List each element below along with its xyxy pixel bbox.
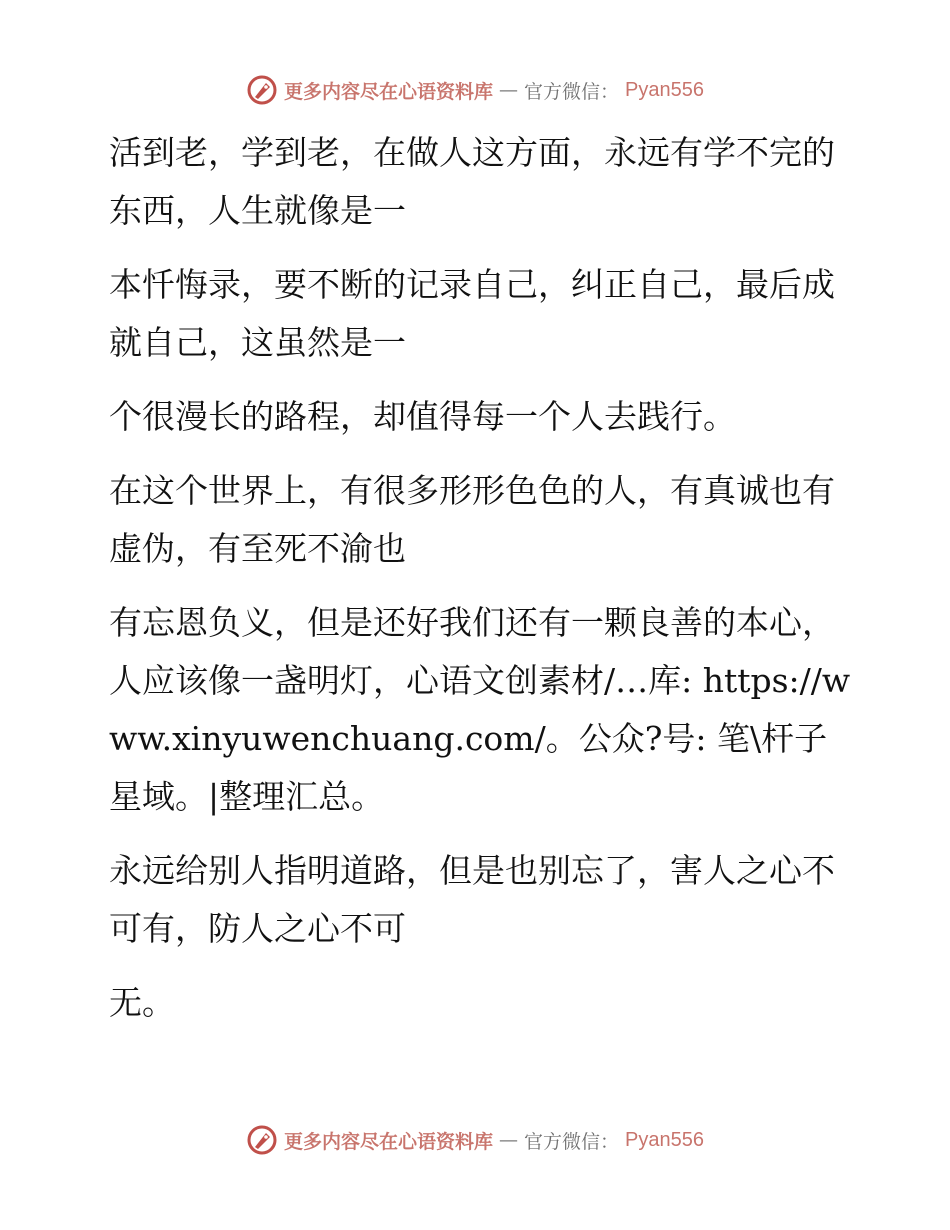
watermark-brand-text: 更多内容尽在心语资料库 [284, 1130, 494, 1153]
watermark-banner [246, 1124, 704, 1156]
watermark-wechat-id: Pyan556 [625, 1128, 704, 1151]
footer-watermark [0, 1120, 950, 1160]
header-watermark [0, 70, 950, 110]
paragraph-2: 本忏悔录，要不断的记录自己，纠正自己，最后成就自己，这虽然是一 [109, 265, 835, 362]
watermark-dash: — [499, 79, 519, 101]
watermark-wechat-id: Pyan556 [625, 78, 704, 101]
watermark-dash: — [499, 1129, 519, 1151]
pen-nib-icon [246, 74, 278, 106]
watermark-label: 官方微信： [524, 80, 620, 103]
document-body [97, 124, 857, 1048]
paragraph-1: 活到老，学到老，在做人这方面，永远有学不完的东西，人生就像是一 [109, 133, 835, 230]
paragraph-3: 个很漫长的路程，却值得每一个人去践行。 [109, 397, 736, 436]
paragraph-6: 永远给别人指明道路，但是也别忘了，害人之心不可有，防人之心不可 [109, 851, 835, 948]
paragraph-4: 在这个世界上，有很多形形色色的人，有真诚也有虚伪，有至死不渝也 [109, 471, 835, 568]
paragraph-5: 有忘恩负义，但是还好我们还有一颗良善的本心，人应该像一盏明灯，心语文创素材/…库: https://www.xinyuwenchuang.com/。公众?号: 笔\杆子星域。|整理汇总。 [109, 603, 851, 816]
watermark-brand-text: 更多内容尽在心语资料库 [284, 80, 494, 103]
watermark-label: 官方微信： [524, 1130, 620, 1153]
paragraph-7: 无。 [109, 983, 175, 1022]
watermark-banner [246, 74, 704, 106]
pen-nib-icon [246, 1124, 278, 1156]
